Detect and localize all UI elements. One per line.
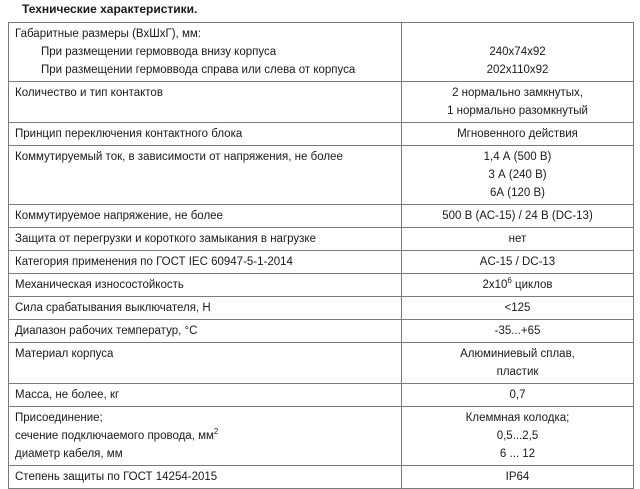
value-text: <125: [504, 302, 531, 314]
param-text: Степень защиты по ГОСТ 14254-2015: [15, 471, 218, 483]
value-text: 3 А (240 В): [488, 169, 547, 181]
value-text: 6 ... 12: [499, 448, 536, 460]
table-row: [9, 466, 634, 489]
param-cell: [9, 407, 402, 466]
table-row: [9, 384, 634, 407]
param-cell: [9, 466, 402, 489]
value-text: 202x110x92: [486, 64, 549, 76]
value-cell: [402, 343, 634, 384]
param-cell: [9, 343, 402, 384]
table-row: [9, 251, 634, 274]
value-text: 1 нормально разомкнутый: [447, 105, 588, 117]
value-text: Мгновенного действия: [457, 128, 578, 140]
param-cell: [9, 23, 402, 82]
param-text: Масса, не более, кг: [15, 389, 120, 401]
table-row: [9, 123, 634, 146]
specifications-table: [8, 22, 634, 489]
table-row: [9, 146, 634, 205]
value-unit: циклов: [511, 279, 553, 291]
param-text: Принцип переключения контактного блока: [15, 128, 243, 140]
param-cell: [9, 146, 402, 205]
value-text: IP64: [505, 471, 530, 483]
param-cell: [9, 274, 402, 297]
value-cell: [402, 407, 634, 466]
param-cell: [9, 251, 402, 274]
param-text: Присоединение;: [15, 412, 103, 424]
param-text: Механическая износостойкость: [15, 279, 184, 291]
table-row: [9, 343, 634, 384]
table-row: [9, 228, 634, 251]
value-cell: [402, 82, 634, 123]
value-exponent: 6: [507, 276, 512, 285]
value-text: 2 нормально замкнутых,: [452, 87, 583, 99]
value-text: 0,5...2,5: [496, 430, 539, 442]
value-cell: [402, 251, 634, 274]
value-text: 500 В (АС-15) / 24 В (DC-13): [442, 210, 593, 222]
param-main: сечение подключаемого провода, мм: [15, 430, 214, 442]
value-text: [408, 276, 627, 294]
value-cell: [402, 23, 634, 82]
table-row: [9, 82, 634, 123]
param-text: Коммутируемый ток, в зависимости от напряжения, не более: [15, 151, 343, 163]
value-text: 1,4 А (500 В): [483, 151, 552, 163]
value-cell: [402, 146, 634, 205]
value-text: 6А (120 В): [490, 187, 545, 199]
param-text: При размещении гермоввода внизу корпуса: [41, 46, 277, 58]
value-text: нет: [508, 233, 527, 245]
table-row: [9, 407, 634, 466]
param-text: Сила срабатывания выключателя, Н: [15, 302, 211, 314]
param-cell: [9, 297, 402, 320]
param-cell: [9, 228, 402, 251]
param-text: Количество и тип контактов: [15, 87, 163, 99]
param-exponent: 2: [213, 427, 219, 436]
value-text: 240x74x92: [489, 46, 546, 58]
value-text: пластик: [496, 366, 539, 378]
param-cell: [9, 123, 402, 146]
value-text: [408, 25, 627, 43]
value-text: Алюминиевый сплав,: [460, 348, 575, 360]
param-text: [15, 427, 395, 445]
value-text: -35...+65: [494, 325, 541, 337]
param-text: Коммутируемое напряжение, не более: [15, 210, 223, 222]
param-text: Материал корпуса: [15, 348, 114, 360]
value-text: AC-15 / DC-13: [479, 256, 556, 268]
value-cell: [402, 205, 634, 228]
value-main: 2x10: [482, 279, 508, 291]
page-title: Технические характеристики.: [22, 2, 198, 16]
value-cell: [402, 228, 634, 251]
param-text: Категория применения по ГОСТ IEC 60947-5-1-2014: [15, 256, 293, 268]
value-cell: [402, 466, 634, 489]
table-row: [9, 205, 634, 228]
value-cell: [402, 320, 634, 343]
value-cell: [402, 123, 634, 146]
value-cell: [402, 274, 634, 297]
param-text: Диапазон рабочих температур, °С: [15, 325, 198, 337]
param-cell: [9, 320, 402, 343]
value-text: Клеммная колодка;: [465, 412, 570, 424]
param-text: Защита от перегрузки и короткого замыкания в нагрузке: [15, 233, 316, 245]
value-cell: [402, 384, 634, 407]
param-text: диаметр кабеля, мм: [15, 448, 123, 460]
value-cell: [402, 297, 634, 320]
table-row: [9, 274, 634, 297]
param-cell: [9, 82, 402, 123]
table-row: [9, 23, 634, 82]
table-row: [9, 320, 634, 343]
value-text: 0,7: [509, 389, 526, 401]
table-row: [9, 297, 634, 320]
param-cell: [9, 205, 402, 228]
param-text: Габаритные размеры (ВхШхГ), мм:: [15, 28, 201, 40]
param-text: При размещении гермоввода справа или слева от корпуса: [41, 64, 356, 76]
param-cell: [9, 384, 402, 407]
